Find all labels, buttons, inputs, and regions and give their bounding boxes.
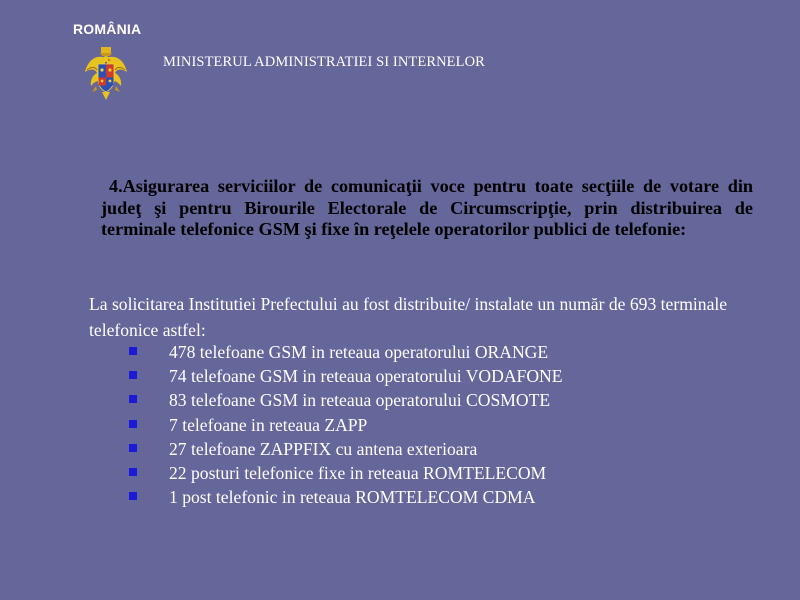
terminal-list [129, 341, 562, 510]
bullet-square-icon [129, 444, 137, 452]
list-item-text: 27 telefoane ZAPPFIX cu antena exterioara [169, 438, 478, 459]
bullet-square-icon [129, 347, 137, 355]
list-item [129, 414, 562, 438]
list-item [129, 341, 562, 365]
intro-paragraph: La solicitarea Institutiei Prefectului au fost distribuite/ instalate un număr de 693 terminale telefonice astfel: [89, 294, 728, 340]
country-label: ROMÂNIA [73, 21, 142, 37]
list-item-text: 22 posturi telefonice fixe in reteaua ROMTELECOM [169, 462, 547, 483]
bullet-square-icon [129, 395, 137, 403]
bullet-square-icon [129, 420, 137, 428]
list-item-text: 478 telefoane GSM in reteaua operatorului ORANGE [169, 342, 549, 362]
list-item [129, 365, 562, 389]
list-item-text: 1 post telefonic in reteaua ROMTELECOM CDMA [169, 487, 536, 508]
slide-heading: 4.Asigurarea serviciilor de comunicaţii voce pentru toate secţiile de votare din judeţ şi pentru Birourile Electorale de Circumscripţie, prin distribuirea de terminale telefonice GSM şi fixe în reţelele operatorilor publici de telefonie: [101, 176, 753, 239]
ministry-title: MINISTERUL ADMINISTRATIEI SI INTERNELOR [163, 54, 485, 70]
list-item [129, 462, 562, 486]
list-item [129, 389, 562, 413]
list-item [129, 438, 562, 462]
romanian-coat-of-arms-icon [82, 46, 130, 102]
list-item-text: 74 telefoane GSM in reteaua operatorului VODAFONE [169, 366, 563, 387]
list-item-text: 7 telefoane in reteaua ZAPP [169, 414, 368, 435]
list-item-text: 83 telefoane GSM in reteaua operatorului COSMOTE [169, 390, 551, 411]
list-item [129, 486, 562, 510]
bullet-square-icon [129, 468, 137, 476]
bullet-square-icon [129, 492, 137, 500]
bullet-square-icon [129, 371, 137, 379]
